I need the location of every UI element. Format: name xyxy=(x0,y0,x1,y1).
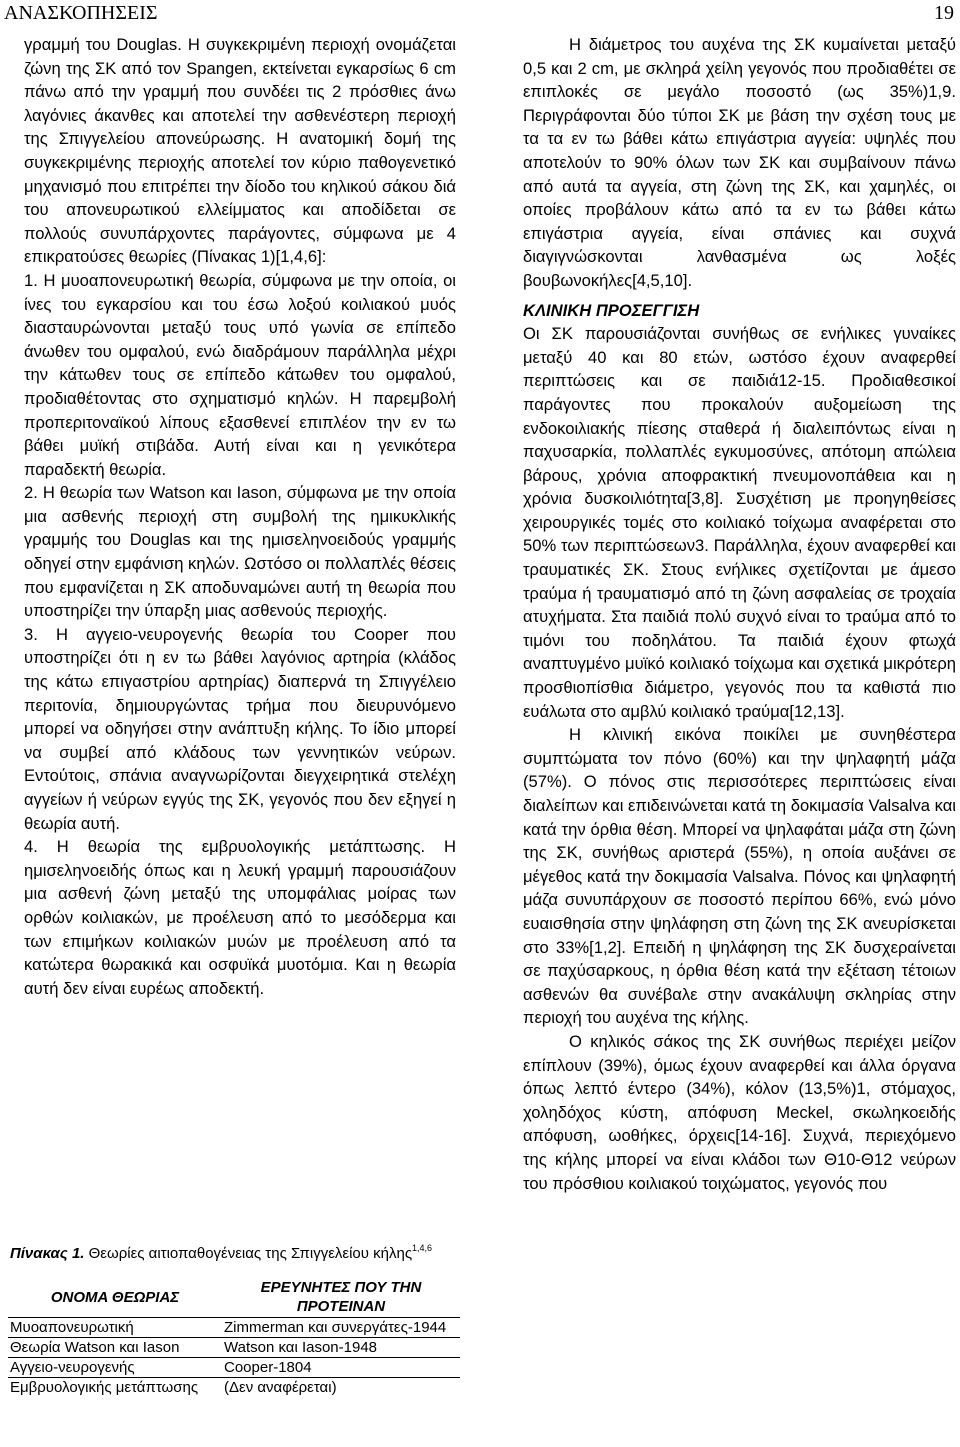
table-row xyxy=(8,1378,460,1398)
table-cell-researchers: Cooper-1804 xyxy=(222,1358,460,1378)
right-column xyxy=(523,33,956,1443)
table-cell-theory: Εμβρυολογικής μετάπτωσης xyxy=(10,1379,199,1396)
table-header-researchers: ΕΡΕΥΝΗΤΕΣ ΠΟΥ ΤΗΝ ΠΡΟΤΕΙΝΑΝ xyxy=(222,1278,460,1318)
table-caption xyxy=(10,1238,460,1264)
table-cell-theory: Θεωρία Watson και Iason xyxy=(8,1338,222,1358)
theories-table xyxy=(8,1278,460,1397)
left-column xyxy=(24,33,456,1233)
paragraph: Ο κηλικός σάκος της ΣΚ συνήθως περιέχει μείζον επίπλουν (39%), όμως έχουν αναφερθεί και άλλα όργανα όπως λεπτό έντερο (34%), κόλον (13,5%)1, στόμαχος, χοληδόχος κύστη, απόφυση Meckel, σκωληκοειδής απόφυση, ωοθήκες, όρχεις[14-16]. Συχνά, περιεχόμενο της κήλης μπορεί να είναι κλάδοι των Θ10-Θ12 νεύρων του πρόσθιου κοιλιακού τοιχώματος, γεγονός που xyxy=(523,1031,956,1193)
theory-3: 3. Η αγγειο-νευρογενής θεωρία του Cooper που υποστηρίζει ότι η εν τω βάθει λαγόνιος αρτηρία (κλάδος της κάτω επιγαστρίου αρτηρίας) διαπερνά τη Σπιγγέλειο περιτονία, δημιουργώντας τρήμα που διευρυνόμενο μπορεί να οδηγήσει στην ανάπτυξη κήλης. Το ίδιο μπορεί να συμβεί από κλάδους των γεννητικών νεύρων. Εντούτοις, σπάνια αναγνωρίζονται διεγχειρητικά στελέχη αγγείων ή νεύρων εγγύς της ΣΚ, γεγονός που δεν εξηγεί η θεωρία αυτή. xyxy=(24,624,456,833)
paragraph: Η διάμετρος του αυχένα της ΣΚ κυμαίνεται μεταξύ 0,5 και 2 cm, με σκληρά χείλη γεγονός που προδιαθέτει σε επιπλοκές σε μεγάλο ποσοστό (ως 35%)1,9. Περιγράφονται δύο τύποι ΣΚ με βάση την σχέση τους με τα τα εν τω βάθει κάτω επιγάστρια αγγεία: υψηλές που αποτελούν το 90% όλων των ΣΚ και συμβαίνουν πάνω από αυτά τα αγγεία, στη ζώνη της ΣΚ, και χαμηλές, οι οποίες προβάλουν κάτω από τα εν τω βάθει κάτω επιγάστρια αγγεία, είναι σπάνιες και συχνά διαγιγνώσκονται λανθασμένα ως λοξές βουβωνοκήλες[4,5,10]. xyxy=(523,35,956,290)
paragraph: Οι ΣΚ παρουσιάζονται συνήθως σε ενήλικες γυναίκες μεταξύ 40 και 80 ετών, ωστόσο έχουν αναφερθεί περιπτώσεις και σε παιδιά12-15. Προδιαθεσικοί παράγοντες που προκαλούν αυξομείωση της ενδοκοιλιακής πίεσης σταθερά ή διαλειπόντως είναι η παχυσαρκία, πολλαπλές εγκυμοσύνες, απότομη απώλεια βάρους, χρόνια αποφρακτική πνευμονοπάθεια και η χρόνια δυσκοιλιότητα[3,8]. Συσχέτιση με προηγηθείσες χειρουργικές τομές στο κοιλιακό τοίχωμα αναφέρεται στο 50% των περιπτώσεων3. Παράλληλα, έχουν αναφερθεί και τραυματικές ΣΚ. Στους ενήλικες σχετίζονται με άμεσο τραύμα ή τραυματισμό από τη ζώνη ασφαλείας σε τροχαία ατυχήματα. Στα παιδιά πολύ συχνό είναι το τραύμα από το τιμόνι του ποδηλάτου. Τα παιδιά έχουν φτωχά αναπτυγμένο μυϊκό κοιλιακό τοίχωμα και σχετικά μικρότερη προσθιοπίσθια διάμετρο, γεγονός που τα καθιστά πιο ευάλωτα στο αμβλύ κοιλιακό τραύμα[12,13]. xyxy=(523,324,956,721)
table-cell-theory: Μυοαπονευρωτική xyxy=(8,1318,222,1338)
table-cell-researchers: Zimmerman και συνεργάτες-1944 xyxy=(222,1318,460,1338)
theory-1: 1. Η μυοαπονευρωτική θεωρία, σύμφωνα με την οποία, οι ίνες του εγκαρσίου και του έσω λοξού κοιλιακού μυός διασταυρώνονται μεταξύ τους υπό γωνία σε επίπεδο άνωθεν του ομφαλού, ενώ διαδράμουν παράλληλα μέχρι την κάτωθεν τους σε επίπεδο κάτωθεν του ομφαλού, προδιαθέτοντας στο σχηματισμό κηλών. Η παρεμβολή προπεριτοναϊκού λίπους εξασθενεί επιπλέον την εν τω βάθει μυϊκή στιβάδα. Αυτή είναι και η γενικότερα παραδεκτή θεωρία. xyxy=(24,270,456,479)
table-row xyxy=(8,1338,460,1358)
table-header-theory: ΟΝΟΜΑ ΘΕΩΡΙΑΣ xyxy=(8,1278,222,1318)
table-caption-text: Θεωρίες αιτιοπαθογένειας της Σπιγγελείου κήλης xyxy=(84,1245,413,1262)
paragraph: Η κλινική εικόνα ποικίλει με συνηθέστερα συμπτώματα τον πόνο (60%) και την ψηλαφητή μάζα (57%). Ο πόνος στις περισσότερες περιπτώσεις είναι διαλείπων και επιδεινώνεται κατά τη δοκιμασία Valsalva και κατά την όρθια θέση. Μπορεί να ψηλαφάται μάζα στη ζώνη της ΣΚ, συνήθως αριστερά (55%), η οποία αυξάνει σε μέγεθος κατά την δοκιμασία Valsalva. Πόνος και ψηλαφητή μάζα συνυπάρχουν σε ποσοστό περίπου 66%, ενώ μόνο ευαισθησία στην ψηλάφηση στη ζώνη της ΣΚ ανευρίσκεται στο 33%[1,2]. Επειδή η ψηλάφηση της ΣΚ δυσχεραίνεται σε παχύσαρκους, η όρθια θέση κατά την εξέταση τέτοιων ασθενών θα συνέβαλε στην ανακάλυψη σκληρίας στην περιοχή του αυχένα της κήλης. xyxy=(523,725,956,1028)
table-cell-researchers: Watson και Iason-1948 xyxy=(222,1338,460,1358)
table-row xyxy=(8,1318,460,1338)
table-caption-refs: 1,4,6 xyxy=(412,1243,433,1253)
page-number: 19 xyxy=(934,2,954,24)
running-head: ΑΝΑΣΚΟΠΗΣΕΙΣ xyxy=(4,2,158,24)
table-caption-label: Πίνακας 1. xyxy=(10,1245,85,1262)
table-cell-researchers: (Δεν αναφέρεται) xyxy=(224,1379,337,1396)
table-row xyxy=(8,1358,460,1378)
paragraph: γραμμή του Douglas. Η συγκεκριμένη περιοχή ονομάζεται ζώνη της ΣΚ από τον Spangen, εκτείνεται εγκαρσίως 6 cm πάνω από την γραμμή που συνδέει τις 2 πρόσθιες άνω λαγόνιες άκανθες και αποτελεί την ασθενέστερη περιοχή της Σπιγγελείου απονεύρωσης. Η ανατομική δομή της συγκεκριμένης περιοχής αποτελεί τον κύριο παθογενετικό μηχανισμό που επιτρέπει την δίοδο του κηλικού σάκου διά του απονευρωτικού ελλείμματος και αποδίδεται σε πολλούς συνυπάρχοντες παράγοντες, σύμφωνα με 4 επικρατούσες θεωρίες (Πίνακας 1)[1,4,6]: xyxy=(24,35,456,267)
theory-2: 2. Η θεωρία των Watson και Iason, σύμφωνα με την οποία μια ασθενής περιοχή στη συμβολή της ημικυκλικής γραμμής του Douglas και της ημισεληνοειδούς γραμμής οδηγεί στην εμφάνιση κηλών. Ωστόσο οι πολλαπλές θέσεις που εμφανίζεται η ΣΚ αποδυναμώνει αυτή τη θεωρία που υποστηρίζει την ύπαρξη μιας ασθενούς περιοχής. xyxy=(24,483,456,621)
table-cell-theory: Αγγειο-νευρογενής xyxy=(8,1358,222,1378)
theory-4: 4. Η θεωρία της εμβρυολογικής μετάπτωσης. Η ημισεληνοειδής όπως και η λευκή γραμμή παρουσιάζουν μια ασθενή ζώνη μεταξύ της υπομφάλιας μοίρας των ορθών κοιλιακών, με προέλευση από το μεσόδερμα και των επιμήκων κοιλιακών μυών με προέλευση από τα κατώτερα θωρακικά και οσφυϊκά μυοτόμια. Και η θεωρία αυτή δεν είναι ευρέως αποδεκτή. xyxy=(24,837,456,998)
section-heading: ΚΛΙΝΙΚΗ ΠΡΟΣΕΓΓΙΣΗ xyxy=(523,300,700,320)
